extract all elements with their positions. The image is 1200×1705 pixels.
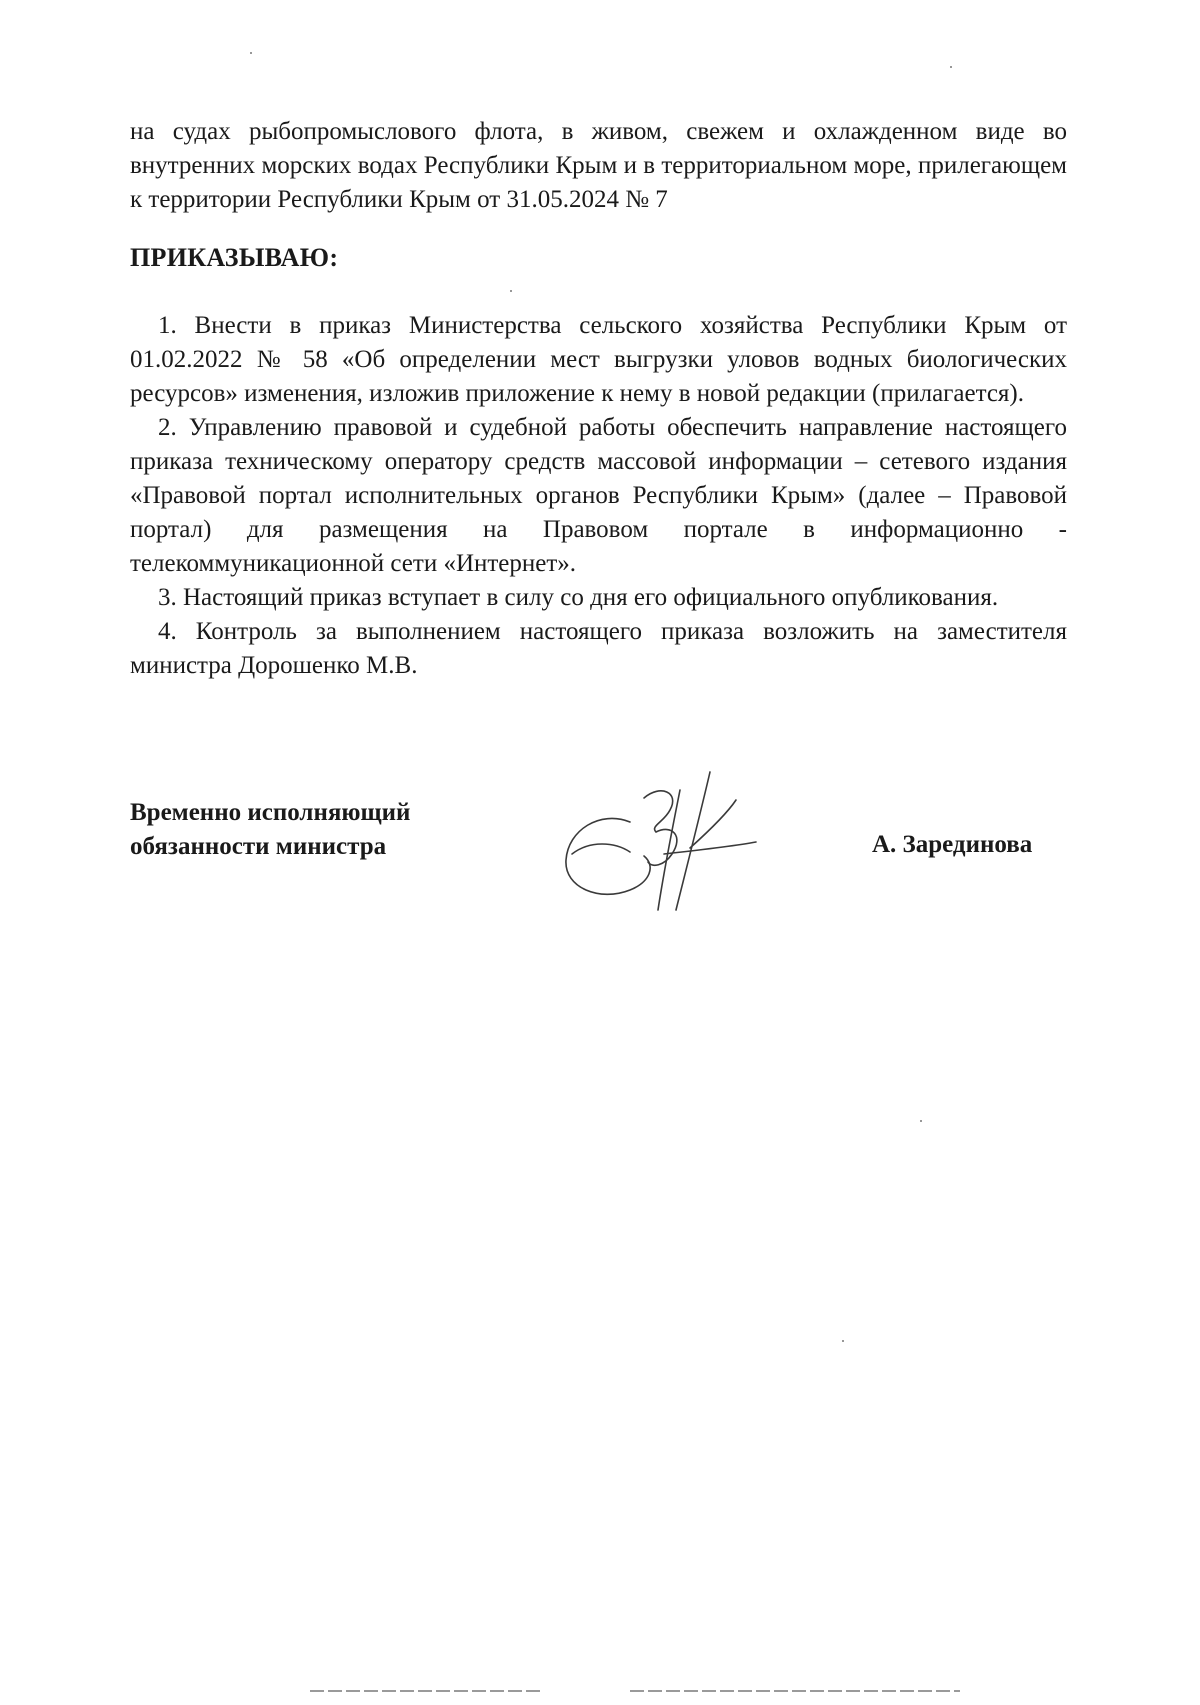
order-heading: ПРИКАЗЫВАЮ: [130,243,339,272]
handwritten-signature [560,770,760,920]
intro-paragraph: на судах рыбопромыслового флота, в живом, свежем и охлажденном виде во внутренних морских водах Республики Крым и в территориальном море, прилегающем к территории Республики Крым от 31.05.2024 № 7 [130,118,1067,213]
scan-edge-line [630,1690,960,1692]
order-item: 2. Управлению правовой и судебной работы обеспечить направление настоящего приказа техническому оператору средств массовой информации – сетевого издания «Правовой портал исполнительных органов Республики Крым» (далее – Правовой портал) для размещения на Правовом портале в информационно - телекоммуникационной сети «Интернет». [130,414,1067,577]
scan-speck [842,1340,844,1342]
signatory-title-line: обязанности министра [130,833,387,860]
scan-speck [920,1120,922,1122]
scan-speck [950,66,952,68]
order-items [130,309,1067,683]
order-item: 3. Настоящий приказ вступает в силу со дня его официального опубликования. [158,584,999,611]
order-item: 1. Внести в приказ Министерства сельского хозяйства Республики Крым от 01.02.2022 № 58 «Об определении мест выгрузки уловов водных биологических ресурсов» изменения, изложив приложение к нему в новой редакции (прилагается). [130,312,1067,407]
order-item: 4. Контроль за выполнением настоящего приказа возложить на заместителя министра Дорошенко М.В. [130,618,1067,679]
signatory-name: А. Зарединова [872,831,1033,858]
scan-speck [250,52,252,54]
scan-speck [510,290,512,292]
signatory-title-line: Временно исполняющий [130,799,411,826]
scan-edge-line [310,1690,540,1692]
signatory-title [130,796,410,864]
